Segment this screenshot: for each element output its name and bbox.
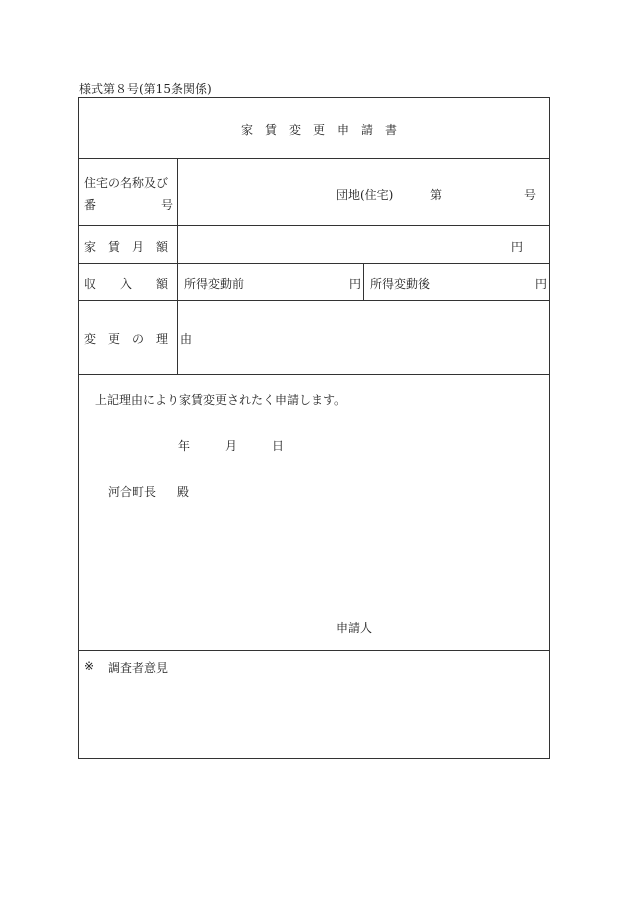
rent-label: 家 賃 月 額 xyxy=(84,240,169,254)
residence-dai: 第 xyxy=(430,188,443,202)
row-divider xyxy=(78,374,550,375)
date-year: 年 xyxy=(178,439,191,453)
addressee: 河合町長 xyxy=(108,485,157,499)
reason-label: 変 更 の 理 由 xyxy=(84,332,193,346)
residence-go: 号 xyxy=(524,188,537,202)
residence-label-go: 号 xyxy=(161,198,174,212)
income-after-label: 所得変動後 xyxy=(370,277,431,291)
residence-label-line1: 住宅の名称及び xyxy=(84,176,169,190)
date-day: 日 xyxy=(272,439,285,453)
honorific: 殿 xyxy=(177,485,190,499)
income-after-unit: 円 xyxy=(535,277,548,291)
income-label: 収 入 額 xyxy=(84,277,169,291)
investigator-mark: ※ xyxy=(84,659,95,673)
income-before-label: 所得変動前 xyxy=(184,277,245,291)
application-statement: 上記理由により家賃変更されたく申請します。 xyxy=(95,393,347,407)
row-divider xyxy=(78,158,550,159)
applicant-label: 申請人 xyxy=(336,621,373,635)
row-divider xyxy=(78,650,550,651)
rent-unit: 円 xyxy=(511,240,524,254)
row-divider xyxy=(78,300,550,301)
income-column-divider xyxy=(363,263,364,300)
form-number: 様式第８号(第15条関係) xyxy=(79,82,212,96)
form-title: 家 賃 変 更 申 請 書 xyxy=(241,123,398,137)
row-divider xyxy=(78,225,550,226)
residence-danchi[interactable]: 団地(住宅) xyxy=(336,188,394,202)
income-before-unit: 円 xyxy=(349,277,362,291)
residence-label-ban: 番 xyxy=(84,198,97,212)
date-month: 月 xyxy=(225,439,238,453)
investigator-label: 調査者意見 xyxy=(108,661,169,675)
row-divider xyxy=(78,263,550,264)
